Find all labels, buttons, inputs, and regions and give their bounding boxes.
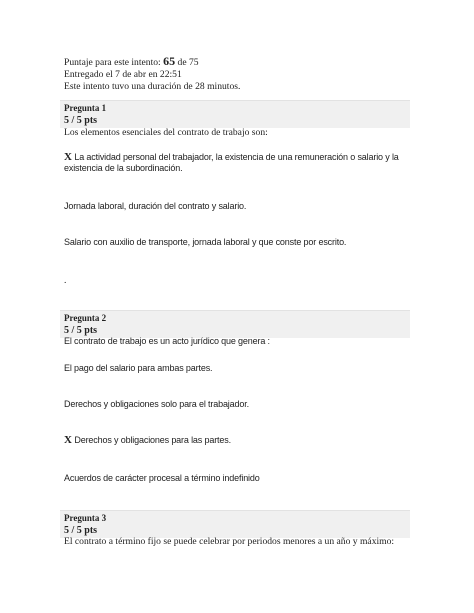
score-value: 65 bbox=[163, 54, 176, 68]
answer-text: La actividad personal del trabajador, la existencia de una remuneración o salario y la existencia de la subordinación. bbox=[64, 152, 399, 173]
question-1-prompt: Los elementos esenciales del contrato de trabajo son: bbox=[64, 127, 268, 138]
selected-answer-mark: X bbox=[64, 434, 72, 446]
question-2-prompt: El contrato de trabajo es un acto jurídico que genera : bbox=[64, 336, 270, 346]
question-2-answer-3 bbox=[64, 435, 231, 446]
submitted-date: Entregado el 7 de abr en 22:51 bbox=[64, 69, 182, 80]
question-1-points: 5 / 5 pts bbox=[64, 115, 98, 126]
selected-answer-mark: X bbox=[64, 151, 72, 163]
attempt-duration: Este intento tuvo una duración de 28 minutos. bbox=[64, 81, 241, 92]
question-3-title: Pregunta 3 bbox=[64, 513, 107, 523]
question-2-answer-4: Acuerdos de carácter procesal a término indefinido bbox=[64, 473, 260, 483]
question-2-answer-2: Derechos y obligaciones solo para el trabajador. bbox=[64, 399, 249, 409]
question-1-header bbox=[60, 100, 410, 128]
question-1-answer-3: Salario con auxilio de transporte, jornada laboral y que conste por escrito. bbox=[64, 237, 347, 247]
question-1-answer-4: . bbox=[64, 275, 67, 286]
question-1-answer-2: Jornada laboral, duración del contrato y salario. bbox=[64, 201, 247, 211]
question-1-answer-1 bbox=[64, 152, 404, 174]
question-2-header bbox=[60, 310, 410, 338]
question-1-title: Pregunta 1 bbox=[64, 103, 107, 113]
score-total: de 75 bbox=[177, 57, 199, 68]
answer-text: Derechos y obligaciones para las partes. bbox=[74, 435, 231, 445]
question-3-header bbox=[60, 510, 410, 538]
question-3-points: 5 / 5 pts bbox=[64, 525, 98, 536]
question-3-prompt: El contrato a término fijo se puede celebrar por periodos menores a un año y máximo: bbox=[64, 536, 395, 547]
score-label: Puntaje para este intento: bbox=[64, 57, 161, 68]
question-2-title: Pregunta 2 bbox=[64, 313, 107, 323]
question-2-answer-1: El pago del salario para ambas partes. bbox=[64, 363, 213, 373]
score-line bbox=[64, 56, 199, 68]
question-2-points: 5 / 5 pts bbox=[64, 325, 98, 336]
